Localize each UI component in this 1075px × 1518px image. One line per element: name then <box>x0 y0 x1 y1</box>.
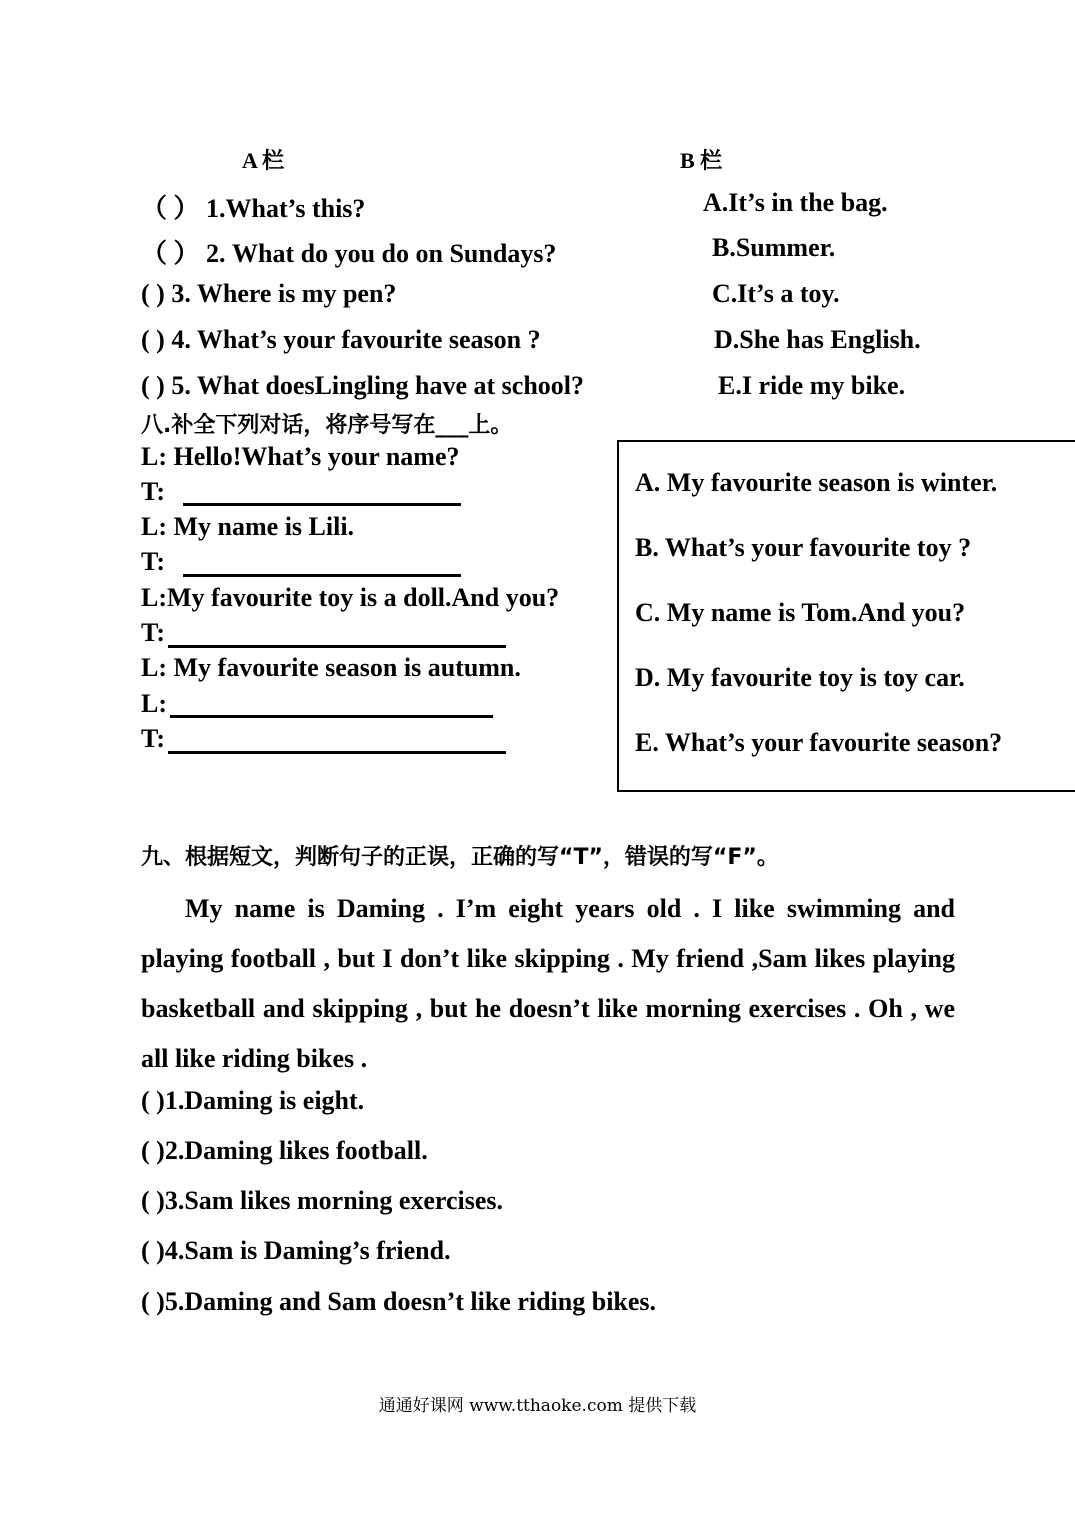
dialog-line-1: L: Hello!What’s your name? <box>141 442 460 471</box>
match-answer-e: E.I ride my bike. <box>718 371 906 400</box>
question-text: 2. What do you do on Sundays? <box>206 239 557 268</box>
tf-item-text: 5.Daming and Sam doesn’t like riding bikes. <box>164 1287 657 1316</box>
answer-paren[interactable]: ( ) <box>141 1287 165 1316</box>
answer-blank-5[interactable] <box>168 751 506 754</box>
dialog-line-9: T: <box>141 724 166 753</box>
dialog-option-c: C. My name is Tom.And you? <box>635 598 966 627</box>
dialog-line-2: T: <box>141 477 166 506</box>
dialog-options-box <box>617 440 1075 792</box>
tf-item-2 <box>141 1136 428 1166</box>
answer-blank-2[interactable] <box>183 574 461 577</box>
reading-section-heading: 九、根据短文，判断句子的正误，正确的写“T”，错误的写“F”。 <box>141 845 779 870</box>
tf-item-text: 4.Sam is Daming’s friend. <box>164 1236 451 1265</box>
match-question-2 <box>141 233 556 270</box>
dialog-line-7: L: My favourite season is autumn. <box>141 653 521 682</box>
dialog-option-d: D. My favourite toy is toy car. <box>635 663 965 692</box>
match-question-1 <box>141 188 365 225</box>
tf-item-text: 2.Daming likes football. <box>164 1136 428 1165</box>
answer-paren[interactable]: （ ） <box>141 239 200 268</box>
answer-blank-1[interactable] <box>183 503 461 506</box>
column-b-header: B 栏 <box>680 148 723 173</box>
answer-paren[interactable]: ( ) <box>141 1086 165 1115</box>
answer-blank-4[interactable] <box>170 715 493 718</box>
dialog-line-4: T: <box>141 547 166 576</box>
question-text: 1.What’s this? <box>206 194 366 223</box>
match-answer-d: D.She has English. <box>714 325 921 354</box>
answer-paren[interactable]: ( ) <box>141 325 165 354</box>
tf-item-4 <box>141 1236 451 1266</box>
column-a-header: A 栏 <box>242 148 285 173</box>
match-answer-a: A.It’s in the bag. <box>703 188 888 217</box>
dialog-option-a: A. My favourite season is winter. <box>635 468 998 497</box>
dialog-section-heading: 八.补全下列对话，将序号写在___上。 <box>141 413 513 438</box>
passage-text: My name is Daming . I’m eight years old . I like swimming and playing football , but I don’t like skipping . My friend ,Sam likes playing basketball and skipping , but he doesn’t like morning exercises . Oh , we all like riding bikes . <box>141 894 955 1073</box>
answer-paren[interactable]: ( ) <box>141 1236 165 1265</box>
tf-item-3 <box>141 1186 503 1216</box>
answer-paren[interactable]: （ ） <box>141 194 200 223</box>
answer-paren[interactable]: ( ) <box>141 1186 165 1215</box>
question-text: 3. Where is my pen? <box>171 279 397 308</box>
match-answer-c: C.It’s a toy. <box>712 279 840 308</box>
tf-item-text: 3.Sam likes morning exercises. <box>164 1186 504 1215</box>
dialog-line-3: L: My name is Lili. <box>141 512 355 541</box>
dialog-line-6: T: <box>141 618 166 647</box>
dialog-line-5: L:My favourite toy is a doll.And you? <box>141 583 560 612</box>
answer-paren[interactable]: ( ) <box>141 279 165 308</box>
answer-blank-3[interactable] <box>168 645 506 648</box>
dialog-option-e: E. What’s your favourite season? <box>635 728 1003 757</box>
dialog-option-b: B. What’s your favourite toy ? <box>635 533 972 562</box>
reading-passage <box>141 884 955 1084</box>
tf-item-5 <box>141 1287 656 1317</box>
match-question-4 <box>141 325 541 355</box>
answer-paren[interactable]: ( ) <box>141 371 165 400</box>
question-text: 4. What’s your favourite season ? <box>171 325 541 354</box>
dialog-line-8: L: <box>141 689 167 718</box>
match-question-5 <box>141 371 584 401</box>
page-footer: 通通好课网 www.tthaoke.com 提供下载 <box>378 1396 697 1416</box>
question-text: 5. What doesLingling have at school? <box>171 371 585 400</box>
match-question-3 <box>141 279 396 309</box>
answer-paren[interactable]: ( ) <box>141 1136 165 1165</box>
tf-item-1 <box>141 1086 364 1116</box>
tf-item-text: 1.Daming is eight. <box>164 1086 365 1115</box>
match-answer-b: B.Summer. <box>712 233 836 262</box>
